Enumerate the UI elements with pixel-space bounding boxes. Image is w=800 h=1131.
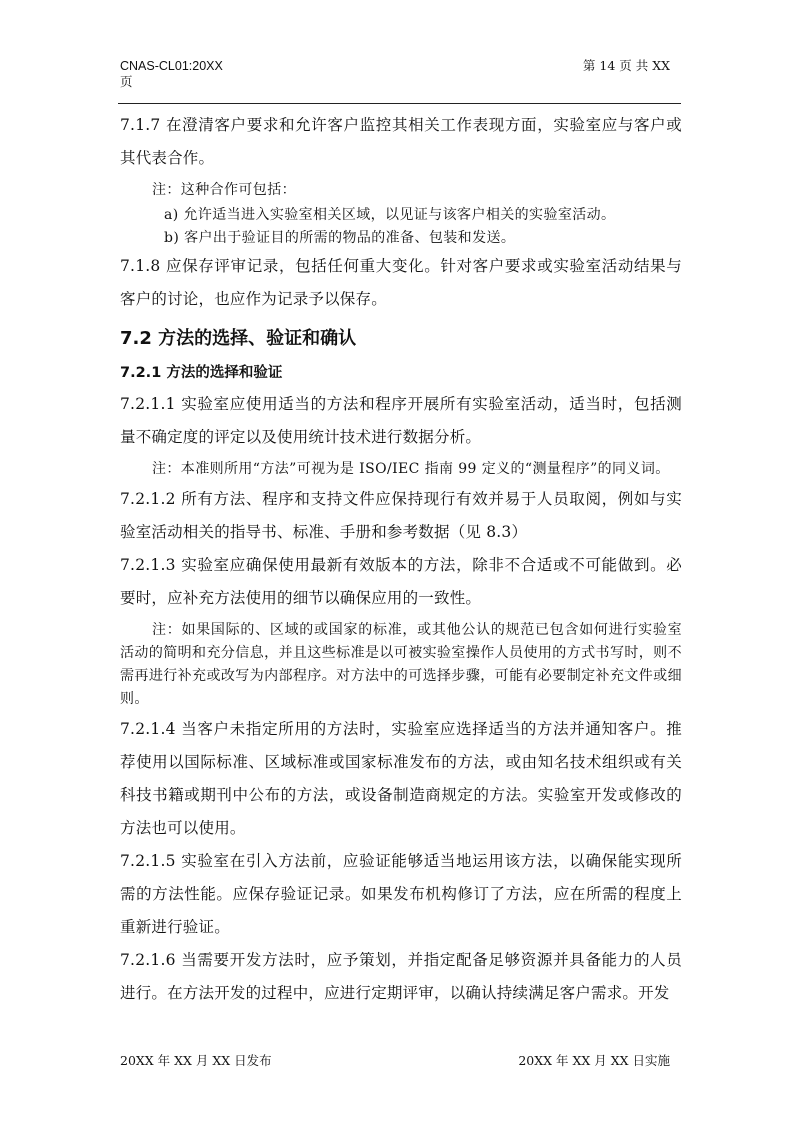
note-7-2-1-3: 注：如果国际的、区域的或国家的标准，或其他公认的规范已包含如何进行实验室活动的简明和充分信息，并且这些标准是以可被实验室操作人员使用的方式书写时，则不需再进行补充或改写为内部程序。对方法中的可选择步骤，可能有必要制定补充文件或细则。 — [120, 622, 682, 707]
clause-7-2-1-6: 7.2.1.6 当需要开发方法时，应予策划，并指定配备足够资源并具备能力的人员进行。在方法开发的过程中，应进行定期评审，以确认持续满足客户需求。开发 — [120, 951, 682, 1002]
footer-publish-date: 20XX 年 XX 月 XX 日发布 — [120, 1053, 272, 1068]
doc-code: CNAS-CL01:20XX — [120, 59, 223, 73]
page-body — [120, 109, 682, 1010]
clause-7-2-1-2: 7.2.1.2 所有方法、程序和支持文件应保持现行有效并易于人员取阅，例如与实验室活动相关的指导书、标准、手册和参考数据（见 8.3） — [120, 490, 682, 541]
note-item-a: a) 允许适当进入实验室相关区域，以见证与该客户相关的实验室活动。 — [164, 207, 616, 223]
footer-implement-date: 20XX 年 XX 月 XX 日实施 — [518, 1053, 670, 1068]
note-7-1-7: 注：这种合作可包括： — [152, 182, 296, 198]
header-divider — [118, 103, 681, 104]
clause-7-2-1-3: 7.2.1.3 实验室应确保使用最新有效版本的方法，除非不合适或不可能做到。必要时，应补充方法使用的细节以确保应用的一致性。 — [120, 556, 682, 607]
page-suffix: 页 — [120, 75, 133, 89]
section-heading-7-2: 7.2 方法的选择、验证和确认 — [120, 328, 357, 349]
note-7-2-1-1: 注：本准则所用“方法”可视为是 ISO/IEC 指南 99 定义的“测量程序”的同义词。 — [152, 461, 670, 477]
page-header-left — [120, 58, 223, 90]
clause-7-2-1-1: 7.2.1.1 实验室应使用适当的方法和程序开展所有实验室活动，适当时，包括测量不确定度的评定以及使用统计技术进行数据分析。 — [120, 395, 682, 446]
clause-7-1-7: 7.1.7 在澄清客户要求和允许客户监控其相关工作表现方面，实验室应与客户或其代表合作。 — [120, 116, 682, 167]
clause-7-1-8: 7.1.8 应保存评审记录，包括任何重大变化。针对客户要求或实验室活动结果与客户的讨论，也应作为记录予以保存。 — [120, 257, 682, 308]
clause-7-2-1-4: 7.2.1.4 当客户未指定所用的方法时，实验室应选择适当的方法并通知客户。推荐使用以国际标准、区域标准或国家标准发布的方法，或由知名技术组织或有关科技书籍或期刊中公布的方法，或设备制造商规定的方法。实验室开发或修改的方法也可以使用。 — [120, 720, 682, 837]
clause-7-2-1-5: 7.2.1.5 实验室在引入方法前，应验证能够适当地运用该方法，以确保能实现所需的方法性能。应保存验证记录。如果发布机构修订了方法，应在所需的程度上重新进行验证。 — [120, 852, 682, 936]
page-number: 第 14 页 共 XX — [582, 58, 670, 73]
subsection-heading-7-2-1: 7.2.1 方法的选择和验证 — [120, 365, 283, 381]
note-item-b: b) 客户出于验证目的所需的物品的准备、包装和发送。 — [164, 230, 516, 246]
